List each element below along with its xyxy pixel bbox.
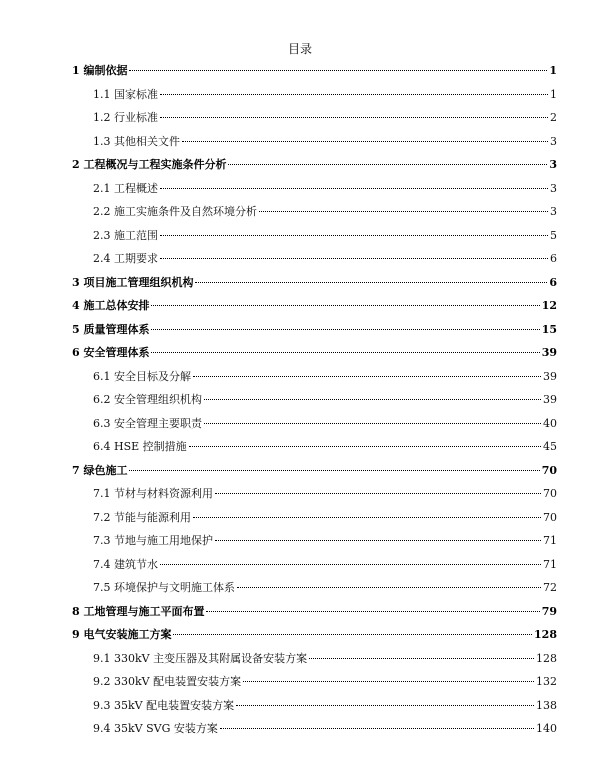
toc-entry-text: 6 安全管理体系 [72,346,150,359]
toc-title: 目录 [287,42,312,56]
dot-leader [160,188,548,189]
toc-entry[interactable] [72,318,557,342]
dot-leader [215,540,541,541]
toc-entry-text: 3 项目施工管理组织机构 [72,275,194,289]
toc-entry[interactable] [72,200,557,224]
toc-entry-text: 9 电气安装施工方案 [72,628,172,641]
toc-entry[interactable] [72,83,557,107]
toc-entry-text: 9.1 330kV 主变压器及其附属设备安装方案 [93,651,308,665]
toc-page-number: 128 [534,628,557,641]
toc-entry[interactable] [72,670,557,694]
toc-entry-text: 1.2 行业标准 [93,111,158,124]
toc-list [72,59,557,741]
toc-page-number: 79 [541,604,557,618]
toc-page-number: 6 [549,275,557,289]
toc-page-number: 132 [536,675,557,688]
toc-entry-text: 8 工地管理与施工平面布置 [72,604,205,618]
dot-leader [206,611,539,612]
dot-leader [309,658,534,659]
dot-leader [129,470,539,471]
toc-entry[interactable] [72,365,557,389]
toc-entry-text: 6.3 安全管理主要职责 [93,416,202,430]
dot-leader [160,94,548,95]
dot-leader [236,705,534,706]
toc-entry-text: 7 绿色施工 [72,463,128,477]
toc-entry[interactable] [72,177,557,201]
dot-leader [195,282,547,283]
toc-entry[interactable] [72,224,557,248]
toc-page-number: 1 [550,87,557,101]
toc-page-number: 6 [550,252,557,265]
toc-entry-text: 7.4 建筑节水 [93,557,158,571]
toc-page-number: 72 [543,581,557,594]
toc-entry[interactable] [72,482,557,506]
toc-entry[interactable] [72,694,557,718]
toc-page-number: 3 [549,158,557,171]
dot-leader [193,517,541,518]
toc-page-number: 70 [543,510,557,524]
toc-entry-text: 2 工程概况与工程实施条件分析 [72,158,227,171]
toc-entry-text: 6.4 HSE 控制措施 [93,440,187,453]
toc-page-number: 140 [536,722,557,735]
toc-entry-text: 1.1 国家标准 [93,87,158,101]
toc-page-number: 5 [550,228,557,242]
toc-entry[interactable] [72,647,557,671]
toc-entry-text: 6.1 安全目标及分解 [93,369,191,383]
toc-entry[interactable] [72,130,557,154]
toc-page-number: 45 [543,440,557,453]
dot-leader [160,258,548,259]
dot-leader [160,117,548,118]
toc-entry-text: 2.2 施工实施条件及自然环境分析 [93,205,257,218]
toc-entry-text: 9.2 330kV 配电装置安装方案 [93,675,242,688]
toc-entry-text: 2.4 工期要求 [93,252,158,265]
toc-entry[interactable] [72,412,557,436]
dot-leader [189,446,541,447]
dot-leader [237,587,541,588]
toc-entry[interactable] [72,717,557,741]
toc-entry[interactable] [72,506,557,530]
toc-entry[interactable] [72,459,557,483]
toc-entry-text: 9.3 35kV 配电装置安装方案 [93,698,235,712]
dot-leader [151,305,539,306]
dot-leader [220,728,534,729]
toc-page-number: 39 [541,346,557,359]
dot-leader [182,141,548,142]
toc-entry-text: 1.3 其他相关文件 [93,134,180,148]
toc-page-number: 70 [541,463,557,477]
dot-leader [228,164,547,165]
dot-leader [129,70,547,71]
toc-page-number: 2 [550,111,557,124]
toc-entry-text: 1 编制依据 [72,64,128,77]
toc-entry-text: 7.5 环境保护与文明施工体系 [93,581,235,594]
toc-entry-text: 7.3 节地与施工用地保护 [93,534,213,547]
toc-page-number: 138 [536,698,557,712]
toc-entry[interactable] [72,576,557,600]
toc-entry[interactable] [72,623,557,647]
toc-entry-text: 5 质量管理体系 [72,322,150,336]
toc-entry[interactable] [72,153,557,177]
toc-entry-text: 9.4 35kV SVG 安装方案 [93,722,218,735]
toc-entry-text: 6.2 安全管理组织机构 [93,393,202,406]
toc-page-number: 70 [543,487,557,500]
dot-leader [173,634,532,635]
toc-entry[interactable] [72,388,557,412]
toc-page-number: 71 [543,534,557,547]
toc-page-number: 71 [543,557,557,571]
toc-page-number: 12 [541,299,557,312]
toc-entry-text: 7.2 节能与能源利用 [93,510,191,524]
toc-entry[interactable] [72,59,557,83]
toc-entry-text: 2.3 施工范围 [93,228,158,242]
toc-entry[interactable] [72,247,557,271]
dot-leader [193,376,541,377]
dot-leader [204,423,541,424]
toc-entry[interactable] [72,435,557,459]
dot-leader [215,493,541,494]
toc-entry-text: 2.1 工程概述 [93,181,158,195]
dot-leader [204,399,541,400]
toc-page-number: 3 [550,181,557,195]
dot-leader [151,352,539,353]
toc-entry[interactable] [72,341,557,365]
toc-page-number: 128 [536,651,557,665]
dot-leader [160,564,541,565]
toc-entry-text: 7.1 节材与材料资源利用 [93,487,213,500]
toc-entry[interactable] [72,553,557,577]
toc-entry-text: 4 施工总体安排 [72,299,150,312]
toc-entry[interactable] [72,106,557,130]
toc-page-number: 39 [543,393,557,406]
toc-page-number: 40 [543,416,557,430]
toc-page-number: 1 [549,64,557,77]
dot-leader [243,681,534,682]
toc-entry[interactable] [72,294,557,318]
dot-leader [151,329,539,330]
toc-page-number: 3 [550,205,557,218]
toc-page-number: 3 [550,134,557,148]
toc-entry[interactable] [72,600,557,624]
toc-page-number: 15 [541,322,557,336]
toc-entry[interactable] [72,529,557,553]
toc-page-number: 39 [543,369,557,383]
dot-leader [160,235,548,236]
dot-leader [259,211,548,212]
toc-entry[interactable] [72,271,557,295]
